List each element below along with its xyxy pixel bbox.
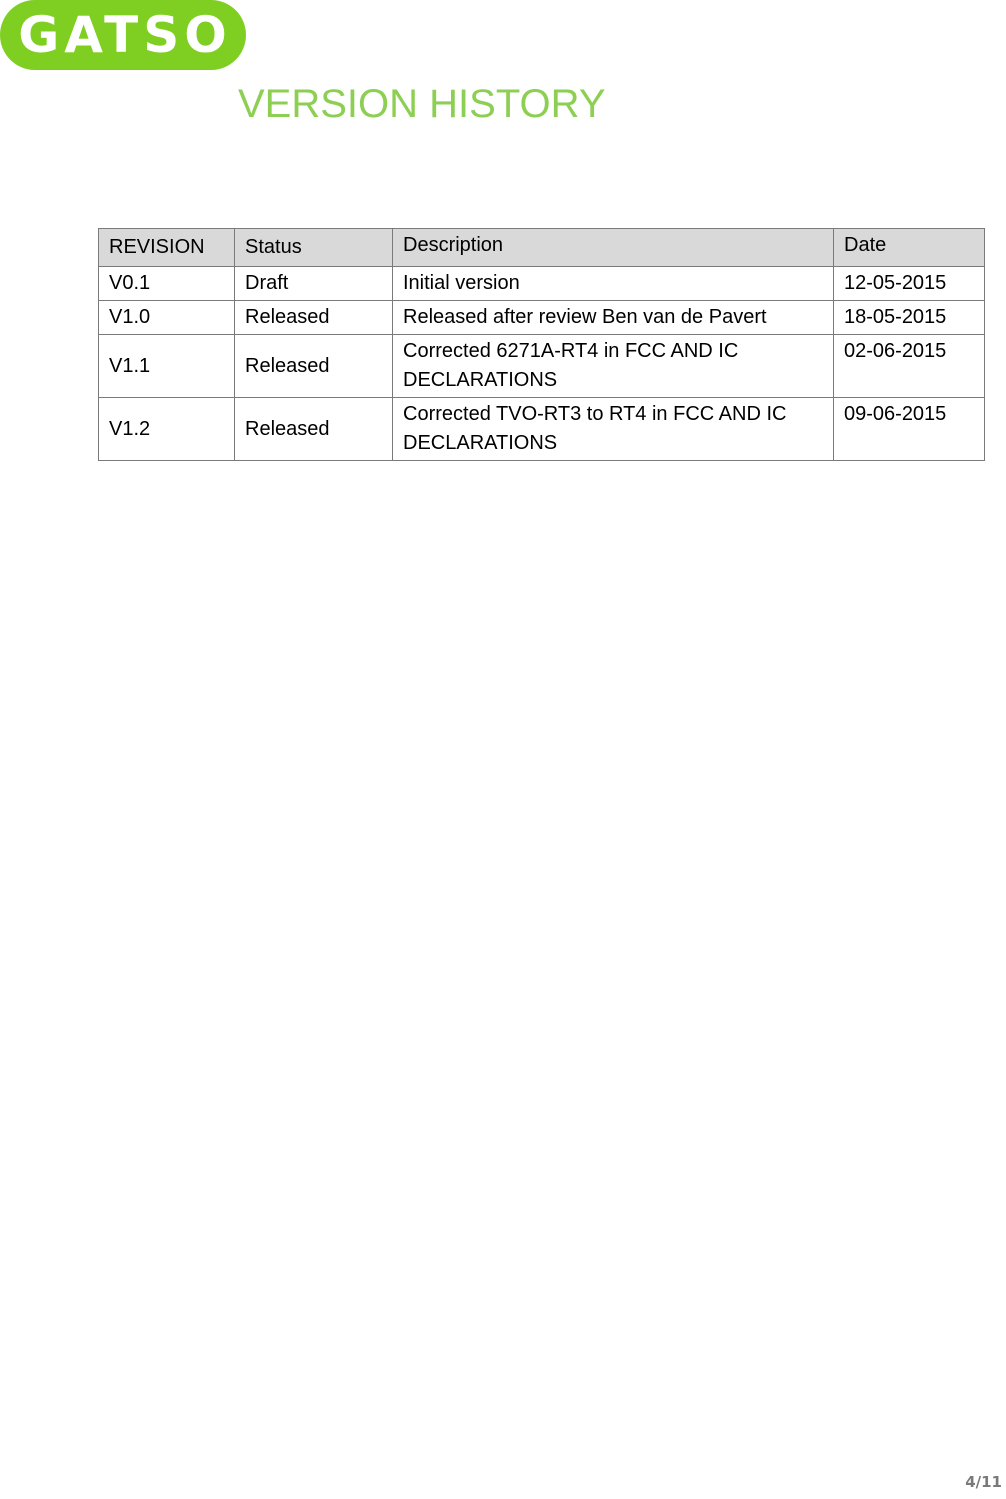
header-revision: REVISION	[99, 229, 235, 267]
cell-date: 18-05-2015	[834, 301, 985, 335]
header-status: Status	[235, 229, 393, 267]
page-number: 4/11	[965, 1473, 1002, 1491]
table-row	[99, 267, 985, 301]
table-row	[99, 335, 985, 398]
cell-status: Released	[235, 398, 393, 461]
cell-description: Initial version	[393, 267, 834, 301]
cell-description: Corrected TVO-RT3 to RT4 in FCC AND IC DECLARATIONS	[393, 398, 834, 461]
cell-description: Corrected 6271A-RT4 in FCC AND IC DECLARATIONS	[393, 335, 834, 398]
header-description: Description	[393, 229, 834, 267]
cell-description: Released after review Ben van de Pavert	[393, 301, 834, 335]
gatso-logo	[0, 0, 246, 70]
cell-revision: V0.1	[99, 267, 235, 301]
cell-status: Released	[235, 335, 393, 398]
logo-text: GATSO	[18, 6, 232, 64]
version-history-table	[98, 228, 985, 461]
header-date: Date	[834, 229, 985, 267]
cell-date: 02-06-2015	[834, 335, 985, 398]
cell-status: Released	[235, 301, 393, 335]
cell-date: 09-06-2015	[834, 398, 985, 461]
cell-revision: V1.1	[99, 335, 235, 398]
cell-status: Draft	[235, 267, 393, 301]
cell-revision: V1.2	[99, 398, 235, 461]
cell-date: 12-05-2015	[834, 267, 985, 301]
table-row	[99, 398, 985, 461]
table-row	[99, 301, 985, 335]
page-title: VERSION HISTORY	[238, 82, 606, 126]
cell-revision: V1.0	[99, 301, 235, 335]
table-header-row	[99, 229, 985, 267]
